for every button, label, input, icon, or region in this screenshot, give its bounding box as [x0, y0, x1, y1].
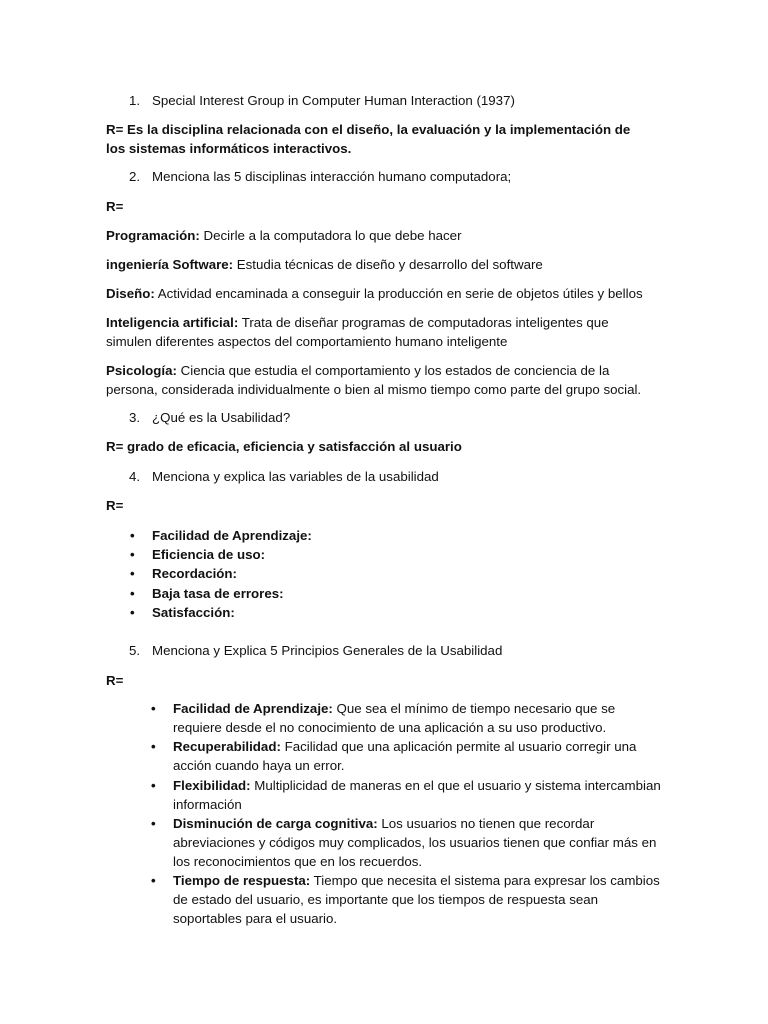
principle-term: Tiempo de respuesta: — [173, 873, 311, 888]
principle-desc: Que sea el mínimo de tiempo necesario que se requiere desde el no conocimiento de una aplicación a su uso productivo. — [173, 701, 616, 735]
bullet-icon: • — [151, 739, 156, 754]
question-number: 4. — [129, 469, 141, 484]
principle-desc: Facilidad que una aplicación permite al usuario corregir una acción cuando haya un error. — [173, 739, 637, 773]
principle-term: Facilidad de Aprendizaje: — [173, 701, 333, 716]
variable-label: Eficiencia de uso: — [152, 547, 266, 562]
bullet-icon: • — [130, 547, 135, 562]
discipline-term: Inteligencia artificial: — [106, 315, 239, 330]
variable-label: Baja tasa de errores: — [152, 586, 284, 601]
variable-label: Facilidad de Aprendizaje: — [152, 528, 312, 543]
bullet-icon: • — [130, 528, 135, 543]
answer-3: R= grado de eficacia, eficiencia y satisfacción al usuario — [106, 439, 462, 454]
discipline-item — [106, 284, 646, 303]
question-number: 1. — [129, 93, 141, 108]
discipline-desc: Trata de diseñar programas de computadoras inteligentes que simulen diferentes aspectos del comportamiento humano inteligente — [106, 315, 609, 349]
variable-label: Satisfacción: — [152, 605, 235, 620]
principle-term: Disminución de carga cognitiva: — [173, 816, 378, 831]
question-text: Menciona las 5 disciplinas interacción humano computadora; — [152, 169, 512, 184]
question-text: Menciona y Explica 5 Principios Generales de la Usabilidad — [152, 643, 503, 658]
response-label: R= — [106, 673, 124, 688]
principle-desc: Tiempo que necesita el sistema para expresar los cambios de estado del usuario, es importante que los tiempos de respuesta sean soportables para el usuario. — [173, 873, 660, 926]
principle-term: Flexibilidad: — [173, 778, 251, 793]
discipline-term: Programación: — [106, 228, 200, 243]
discipline-desc: Actividad encaminada a conseguir la producción en serie de objetos útiles y bellos — [154, 286, 643, 301]
bullet-icon: • — [151, 778, 156, 793]
response-label: R= — [106, 498, 124, 513]
bullet-icon: • — [151, 816, 156, 831]
discipline-term: ingeniería Software: — [106, 257, 234, 272]
response-label: R= — [106, 199, 124, 214]
discipline-item — [106, 313, 646, 351]
bullet-icon: • — [130, 605, 135, 620]
question-text: Menciona y explica las variables de la usabilidad — [152, 469, 439, 484]
question-number: 3. — [129, 410, 141, 425]
question-text: ¿Qué es la Usabilidad? — [152, 410, 291, 425]
answer-1: R= Es la disciplina relacionada con el diseño, la evaluación y la implementación de los sistemas informáticos interactivos. — [106, 122, 631, 156]
principle-desc: Los usuarios no tienen que recordar abreviaciones y códigos muy complicados, los usuarios tienen que confiar más en los reconocimientos que en los recuerdos. — [173, 816, 657, 869]
question-number: 5. — [129, 643, 141, 658]
discipline-item — [106, 226, 646, 245]
principle-term: Recuperabilidad: — [173, 739, 281, 754]
discipline-desc: Ciencia que estudia el comportamiento y los estados de conciencia de la persona, considerada individualmente o bien al mismo tiempo como parte del grupo social. — [106, 363, 642, 397]
discipline-item — [106, 361, 646, 399]
question-number: 2. — [129, 169, 141, 184]
question-text: Special Interest Group in Computer Human Interaction (1937) — [152, 93, 515, 108]
variable-label: Recordación: — [152, 566, 237, 581]
bullet-icon: • — [151, 701, 156, 716]
discipline-term: Psicología: — [106, 363, 177, 378]
bullet-icon: • — [130, 566, 135, 581]
principle-desc: Multiplicidad de maneras en el que el usuario y sistema intercambian información — [173, 778, 661, 812]
discipline-desc: Estudia técnicas de diseño y desarrollo del software — [233, 257, 543, 272]
discipline-term: Diseño: — [106, 286, 155, 301]
bullet-icon: • — [130, 586, 135, 601]
discipline-item — [106, 255, 646, 274]
discipline-desc: Decirle a la computadora lo que debe hacer — [199, 228, 462, 243]
bullet-icon: • — [151, 873, 156, 888]
